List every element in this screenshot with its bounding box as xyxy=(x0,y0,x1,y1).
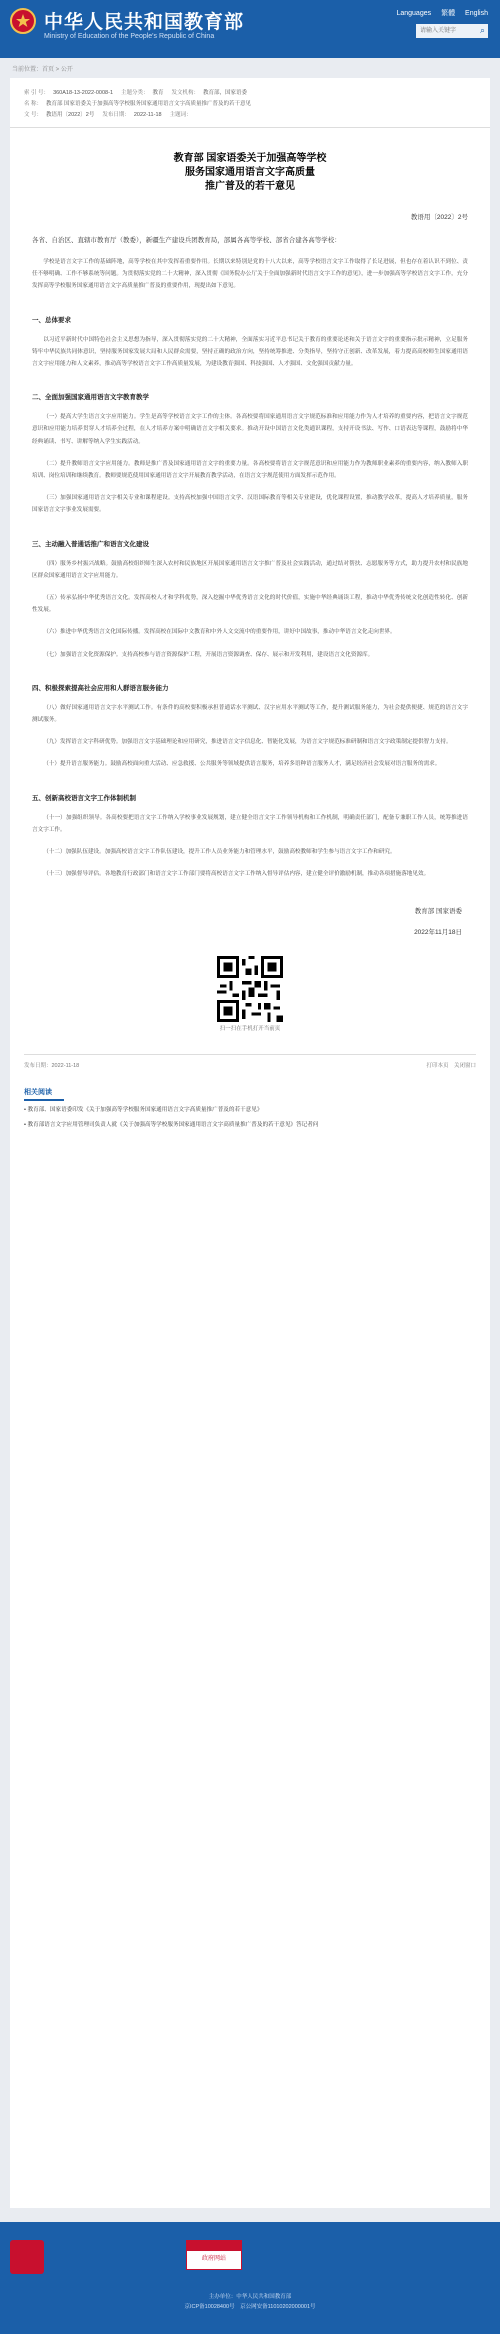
section-heading: 一、总体要求 xyxy=(32,316,71,324)
paragraph: （七）加强语言文化资源保护。支持高校参与语言资源保护工程，开展语言资源调查、保存、展示和开发利用，建设语言文化资源库。 xyxy=(43,651,374,658)
paragraph: （十一）加强组织领导。各高校要把语言文字工作纳入学校事业发展规划，建立健全语言文字工作领导机构和工作机制，明确责任部门，配备专兼职工作人员，统筹推进语言文字工作。 xyxy=(32,814,468,833)
gov-site-badge-icon[interactable]: 政府网站 xyxy=(186,2240,242,2270)
site-footer xyxy=(0,2222,500,2334)
intro-paragraph: 学校是语言文字工作的基础阵地，高等学校在其中发挥着重要作用。长期以来特别是党的十八大以来，高等学校语言文字工作取得了长足进展，但也存在着认识不到位、责任不够明确、工作不够系统等问题。为贯彻落实党的二十大精神，深入贯彻《国务院办公厅关于全面加强新时代语言文字工作的意见》，进一步加强高等学校语言文字工作，充分发挥高等学校服务国家通用语言文字高质量推广普及的重要作用，现提出如下意见。 xyxy=(32,259,468,290)
article-paper xyxy=(10,78,490,2208)
document-number: 教语用〔2022〕2号 xyxy=(410,214,468,221)
related-link[interactable]: • 教育部语言文字应用管理司负责人就《关于加强高等学校服务国家通用语言文字高质量推广普及的若干意见》答记者问 xyxy=(24,1122,319,1129)
document-addressee: 各省、自治区、直辖市教育厅（教委），新疆生产建设兵团教育局，部属各高等学校、部省合建各高等学校： xyxy=(32,237,341,244)
document-title: 教育部 国家语委关于加强高等学校 服务国家通用语言文字高质量 推广普及的若干意见 xyxy=(173,153,327,192)
section-heading: 三、主动融入普通话推广和语言文化建设 xyxy=(32,540,149,548)
document-meta: 索 引 号： 360A18-13-2022-0008-1 主题分类： 教育 发文机构： 教育部，国家语委 名 称： 教育部 国家语委关于加强高等学校服务国家通用语言文字高质量推广普及的若干意见 文 号： 教语用〔2022〕2号 发布日期： 2022-11-18 主题词： xyxy=(10,78,490,128)
related-heading: 相关阅读 xyxy=(24,1087,64,1101)
site-header xyxy=(0,0,500,58)
related-reading xyxy=(24,1087,476,1131)
signing-date: 2022年11月18日 xyxy=(414,929,462,937)
language-link[interactable]: Languages xyxy=(396,10,432,17)
party-badge-icon[interactable] xyxy=(10,2240,44,2274)
paragraph: （三）加强国家通用语言文字相关专业和课程建设。支持高校加强中国语言文学、汉语国际教育等相关专业建设，优化课程设置，推动教学改革，提高人才培养质量，服务国家语言文字事业发展需要。 xyxy=(32,495,468,514)
paragraph: （十二）加强队伍建设。加强高校语言文字工作队伍建设，提升工作人员业务能力和管理水平，鼓励高校教师和学生参与语言文字工作和研究。 xyxy=(43,849,396,856)
paragraph: （十）提升语言服务能力。鼓励高校面向重大活动、应急救援、公共服务等领域提供语言服务，培养多语种语言服务人才，满足经济社会发展对语言服务的需求。 xyxy=(43,761,441,768)
signatory: 教育部 国家语委 xyxy=(414,908,462,916)
qr-code-icon xyxy=(217,956,283,1022)
national-emblem-icon xyxy=(10,8,36,34)
section-heading: 五、创新高校语言文字工作体制机制 xyxy=(32,794,136,802)
paragraph: （十三）加强督导评估。各地教育行政部门和语言文字工作部门要将高校语言文字工作纳入督导评估内容，建立健全评价激励机制，推动各项措施落地见效。 xyxy=(43,871,430,878)
related-link[interactable]: • 教育部、国家语委印发《关于加强高等学校服务国家通用语言文字高质量推广普及的若干意见》 xyxy=(24,1107,263,1114)
paragraph: （九）发挥语言文字科研优势。加强语言文字基础理论和应用研究，推进语言文字信息化、智能化发展，为语言文字规范标准研制和语言文字政策制定提供智力支持。 xyxy=(43,739,452,746)
paragraph: 以习近平新时代中国特色社会主义思想为指导，深入贯彻落实党的二十大精神，全面落实习近平总书记关于教育的重要论述和关于语言文字的重要指示批示精神，立足服务铸牢中华民族共同体意识，坚持服务国家发展大局和人民群众需要，坚持正确的政治方向，坚持统筹推进、分类指导，坚持守正创新、改革发展，着力提高高校师生国家通用语言文字应用能力和人文素养，推动高等学校语言文字工作高质量发展，为建设教育强国、科技强国、人才强国、文化强国贡献力量。 xyxy=(32,336,468,368)
publish-date: 发布日期：2022-11-18 xyxy=(24,1063,80,1070)
breadcrumb[interactable]: 当前位置：首页 > 公开 xyxy=(12,67,73,73)
paragraph: （六）推进中华优秀语言文化国际传播。发挥高校在国际中文教育和中外人文交流中的重要作用，讲好中国故事，推动中华语言文化走向世界。 xyxy=(43,629,396,636)
document-body xyxy=(32,256,468,880)
search-input[interactable] xyxy=(416,24,488,38)
paragraph: （一）提高大学生语言文字应用能力。学生是高等学校语言文字工作的主体。各高校要将国家通用语言文字规范标准和应用能力作为人才培养的重要内容，把语言文字规范意识和应用能力培养贯穿人才培养全过程，在人才培养方案中明确语言文字相关要求。推动开设中国语言文化类通识课程，支持开设书法、写作、口语表达等课程，鼓励将中华经典诵读、书写、讲解等纳入学生实践活动。 xyxy=(32,414,468,445)
meta-issuer-value: 教育部，国家语委 xyxy=(203,90,248,96)
meta-date-value: 2022-11-18 xyxy=(133,112,162,118)
meta-index-value: 360A18-13-2022-0008-1 xyxy=(53,90,113,96)
qr-caption: 扫一扫在手机打开当前页 xyxy=(219,1026,281,1033)
language-links xyxy=(388,8,488,18)
paragraph: （二）提升教师语言文字应用能力。教师是推广普及国家通用语言文字的重要力量。各高校要将语言文字规范意识和应用能力作为教师职业素养的重要内容，纳入教师入职培训、岗位培训和继续教育。教师要规范使用国家通用语言文字开展教育教学活动，在语言文字规范使用方面发挥示范作用。 xyxy=(32,460,468,480)
traditional-chinese-link[interactable]: 繁體 xyxy=(441,10,456,17)
meta-doc-number-value: 教语用〔2022〕2号 xyxy=(46,112,95,118)
site-title[interactable]: 中华人民共和国教育部 xyxy=(44,12,245,33)
site-subtitle: Ministry of Education of the People's Republic of China xyxy=(44,33,215,40)
meta-name-value: 教育部 国家语委关于加强高等学校服务国家通用语言文字高质量推广普及的若干意见 xyxy=(46,101,252,107)
meta-category-value: 教育 xyxy=(152,90,164,96)
share-bar xyxy=(24,1054,476,1069)
footer-text: 主办单位：中华人民共和国教育部 京ICP备10028400号 京公网安备11010202000001号 xyxy=(184,2294,316,2310)
paragraph: （五）传承弘扬中华优秀语言文化。发挥高校人才和学科优势，深入挖掘中华优秀语言文化的时代价值，实施中华经典诵读工程，推动中华优秀传统文化创造性转化、创新性发展。 xyxy=(32,595,468,614)
paragraph: （四）服务乡村振兴战略。鼓励高校组织师生深入农村和民族地区开展国家通用语言文字推广普及社会实践活动，通过结对帮扶、志愿服务等方式，助力提升农村和民族地区群众国家通用语言文字应用能力。 xyxy=(32,560,468,579)
section-heading: 四、积极探索提高社会应用和人群语言服务能力 xyxy=(32,684,169,692)
print-close-links[interactable]: 打印本页 关闭窗口 xyxy=(426,1063,476,1070)
paragraph: （八）做好国家通用语言文字水平测试工作。有条件的高校要积极承担普通话水平测试、汉字应用水平测试等工作，提升测试服务能力，为社会提供便捷、规范的语言文字测试服务。 xyxy=(32,704,468,724)
search-icon[interactable]: ⌕ xyxy=(479,25,485,35)
qr-block xyxy=(10,956,490,1032)
section-heading: 二、全面加强国家通用语言文字教育教学 xyxy=(32,394,149,402)
english-link[interactable]: English xyxy=(465,10,488,17)
